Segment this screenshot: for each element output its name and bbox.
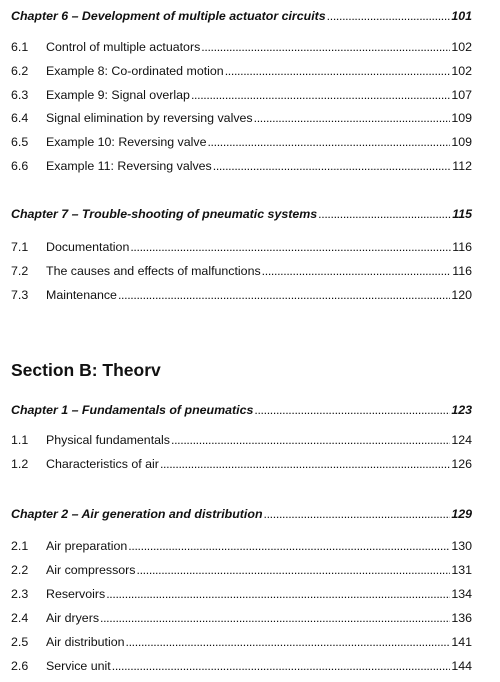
dot-leader — [191, 88, 450, 103]
entry-number: 2.5 — [11, 635, 29, 649]
dot-leader — [112, 659, 451, 674]
dot-leader — [254, 111, 451, 126]
entry-title: Example 8: Co-ordinated motion — [46, 64, 224, 78]
page-number: 116 — [452, 240, 472, 254]
entry-title: The causes and effects of malfunctions — [46, 264, 261, 278]
dot-leader — [264, 507, 451, 522]
dot-leader — [171, 433, 450, 448]
dot-leader — [128, 539, 450, 554]
entry-title: Example 10: Reversing valve — [46, 135, 207, 149]
dot-leader — [137, 563, 451, 578]
page-number: 144 — [451, 659, 472, 673]
entry-number: 2.6 — [11, 659, 29, 673]
page-number: 102 — [451, 64, 472, 78]
page-number: 116 — [452, 264, 472, 278]
dot-leader — [160, 457, 450, 472]
page-number: 101 — [451, 9, 472, 23]
entry-number: 2.2 — [11, 563, 29, 577]
page-number: 115 — [452, 207, 472, 221]
entry-title: Air compressors — [46, 563, 136, 577]
entry-number: 6.6 — [11, 159, 29, 173]
entry-number: 7.1 — [11, 240, 29, 254]
dot-leader — [201, 40, 450, 55]
dot-leader — [106, 587, 450, 602]
toc-entry[interactable] — [11, 64, 472, 79]
dot-leader — [327, 9, 451, 24]
page-number: 120 — [451, 288, 472, 302]
chapter-title: Chapter 6 – Development of multiple actuator circuits — [11, 9, 326, 23]
page-number: 109 — [451, 111, 472, 125]
page-number: 130 — [451, 539, 472, 553]
toc-chapter-1[interactable] — [11, 403, 472, 418]
toc-entry[interactable] — [11, 563, 472, 578]
entry-number: 2.3 — [11, 587, 29, 601]
toc-entry[interactable] — [11, 611, 472, 626]
page-number: 123 — [451, 403, 472, 417]
dot-leader — [254, 403, 450, 418]
entry-number: 7.3 — [11, 288, 29, 302]
entry-title: Documentation — [46, 240, 130, 254]
chapter-title: Chapter 1 – Fundamentals of pneumatics — [11, 403, 254, 417]
page-number: 107 — [451, 88, 472, 102]
dot-leader — [262, 264, 452, 279]
toc-entry[interactable] — [11, 135, 472, 150]
chapter-title: Chapter 7 – Trouble-shooting of pneumatic systems — [11, 207, 318, 221]
entry-title: Control of multiple actuators — [46, 40, 201, 54]
entry-title: Service unit — [46, 659, 111, 673]
dot-leader — [225, 64, 451, 79]
entry-title: Air preparation — [46, 539, 128, 553]
toc-entry[interactable] — [11, 539, 472, 554]
page-number: 141 — [451, 635, 472, 649]
toc-entry[interactable] — [11, 288, 472, 303]
toc-entry[interactable] — [11, 264, 472, 279]
toc-chapter-6[interactable] — [11, 9, 472, 24]
page-number: 131 — [451, 563, 472, 577]
page-number: 129 — [451, 507, 472, 521]
page-number: 102 — [451, 40, 472, 54]
entry-number: 1.2 — [11, 457, 29, 471]
page-number: 134 — [451, 587, 472, 601]
entry-title: Maintenance — [46, 288, 117, 302]
entry-title: Signal elimination by reversing valves — [46, 111, 253, 125]
dot-leader — [100, 611, 450, 626]
entry-number: 2.1 — [11, 539, 29, 553]
entry-number: 6.5 — [11, 135, 29, 149]
dot-leader — [318, 207, 451, 222]
entry-title: Air distribution — [46, 635, 125, 649]
page-number: 112 — [452, 159, 472, 173]
toc-entry[interactable] — [11, 240, 472, 255]
toc-entry[interactable] — [11, 635, 472, 650]
entry-number: 6.1 — [11, 40, 29, 54]
toc-entry[interactable] — [11, 40, 472, 55]
entry-number: 2.4 — [11, 611, 29, 625]
section-heading: Section B: Theorv — [11, 360, 161, 380]
toc-entry[interactable] — [11, 457, 472, 472]
page-number: 124 — [451, 433, 472, 447]
entry-title: Physical fundamentals — [46, 433, 170, 447]
entry-number: 6.2 — [11, 64, 29, 78]
dot-leader — [130, 240, 451, 255]
entry-title: Example 11: Reversing valves — [46, 159, 212, 173]
toc-entry[interactable] — [11, 88, 472, 103]
dot-leader — [207, 135, 450, 150]
entry-title: Characteristics of air — [46, 457, 159, 471]
page-number: 109 — [451, 135, 472, 149]
entry-number: 6.3 — [11, 88, 29, 102]
page-number: 126 — [451, 457, 472, 471]
page-number: 136 — [451, 611, 472, 625]
toc-chapter-2[interactable] — [11, 507, 472, 522]
toc-entry[interactable] — [11, 433, 472, 448]
toc-entry[interactable] — [11, 659, 472, 674]
entry-title: Air dryers — [46, 611, 100, 625]
toc-entry[interactable] — [11, 587, 472, 602]
dot-leader — [118, 288, 450, 303]
entry-number: 1.1 — [11, 433, 29, 447]
entry-number: 6.4 — [11, 111, 29, 125]
entry-title: Reservoirs — [46, 587, 106, 601]
entry-title: Example 9: Signal overlap — [46, 88, 190, 102]
dot-leader — [126, 635, 451, 650]
toc-chapter-7[interactable] — [11, 207, 472, 222]
chapter-title: Chapter 2 – Air generation and distribution — [11, 507, 263, 521]
toc-entry[interactable] — [11, 159, 472, 174]
toc-entry[interactable] — [11, 111, 472, 126]
dot-leader — [213, 159, 451, 174]
entry-number: 7.2 — [11, 264, 29, 278]
